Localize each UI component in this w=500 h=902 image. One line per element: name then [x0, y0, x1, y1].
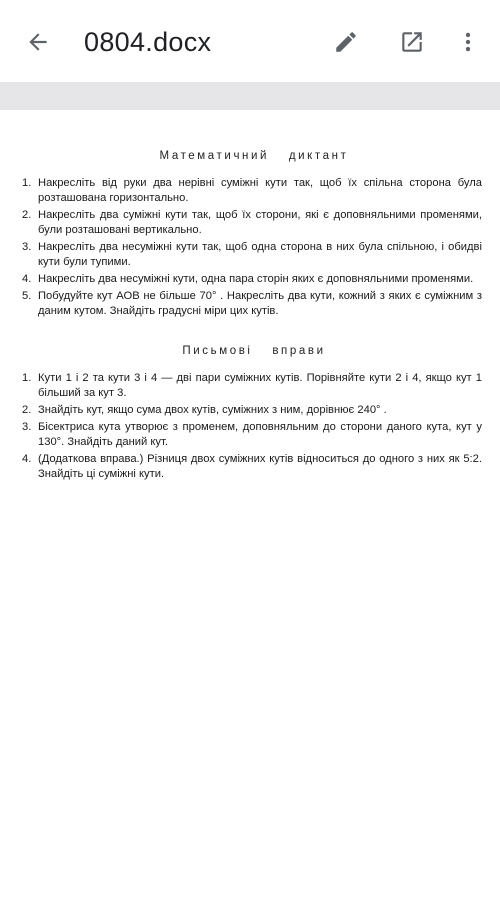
item-number: 2. — [22, 404, 32, 416]
back-button[interactable] — [18, 22, 58, 62]
list-item — [22, 452, 482, 482]
list-item — [22, 208, 482, 238]
item-number: 1. — [22, 372, 32, 384]
list-item — [22, 176, 482, 206]
dictation-list — [22, 176, 482, 319]
open-in-new-icon — [399, 29, 425, 55]
item-text: Накресліть два несуміжні кути, одна пара сторін яких є доповняльними променями. — [38, 273, 474, 285]
more-options-button[interactable] — [448, 22, 488, 62]
document-content — [22, 150, 482, 484]
open-in-new-button[interactable] — [392, 22, 432, 62]
app-bar — [0, 0, 500, 82]
item-number: 3. — [22, 421, 32, 433]
more-vert-icon — [455, 29, 481, 55]
item-text: Накресліть від руки два нерівні суміжні кути так, щоб їх спільна сторона була розташована горизонтально. — [38, 177, 482, 204]
pencil-icon — [333, 29, 359, 55]
heading-exercises: Письмові вправи — [182, 345, 326, 357]
list-item — [22, 289, 482, 319]
item-number: 2. — [22, 209, 32, 221]
item-text: Накресліть два несуміжні кути так, щоб одна сторона в них була спільною, і обидві кути були тупими. — [38, 241, 482, 268]
document-page[interactable] — [0, 110, 500, 902]
list-item — [22, 272, 482, 287]
edit-button[interactable] — [326, 22, 366, 62]
item-text: Накресліть два суміжні кути так, щоб їх сторони, які є доповняльними променями, були розташовані вертикально. — [38, 209, 482, 236]
item-text: Бісектриса кута утворює з променем, доповняльним до сторони даного кута, кут у 130°. Знайдіть даний кут. — [38, 421, 482, 448]
document-title: 0804.docx — [84, 27, 212, 57]
item-number: 4. — [22, 453, 32, 465]
item-number: 5. — [22, 290, 32, 302]
exercises-list — [22, 371, 482, 482]
item-text: (Додаткова вправа.) Різниця двох суміжних кутів відноситься до одного з них як 5:2. Знайдіть ці суміжні кути. — [38, 453, 482, 480]
item-number: 1. — [22, 177, 32, 189]
arrow-back-icon — [25, 29, 51, 55]
list-item — [22, 403, 482, 418]
item-number: 4. — [22, 273, 32, 285]
item-number: 3. — [22, 241, 32, 253]
list-item — [22, 371, 482, 401]
item-text: Кути 1 і 2 та кути 3 і 4 — дві пари суміжних кутів. Порівняйте кути 2 і 4, якщо кут 1 більший за кут 3. — [38, 372, 482, 399]
heading-dictation: Математичний диктант — [159, 150, 349, 162]
list-item — [22, 420, 482, 450]
toolbar-divider-band — [0, 82, 500, 110]
list-item — [22, 240, 482, 270]
item-text: Знайдіть кут, якщо сума двох кутів, суміжних з ним, дорівнює 240° . — [38, 404, 387, 416]
item-text: Побудуйте кут АОВ не більше 70° . Накресліть два кути, кожний з яких є суміжним з даним кутом. Знайдіть градусні міри цих кутів. — [38, 290, 482, 317]
